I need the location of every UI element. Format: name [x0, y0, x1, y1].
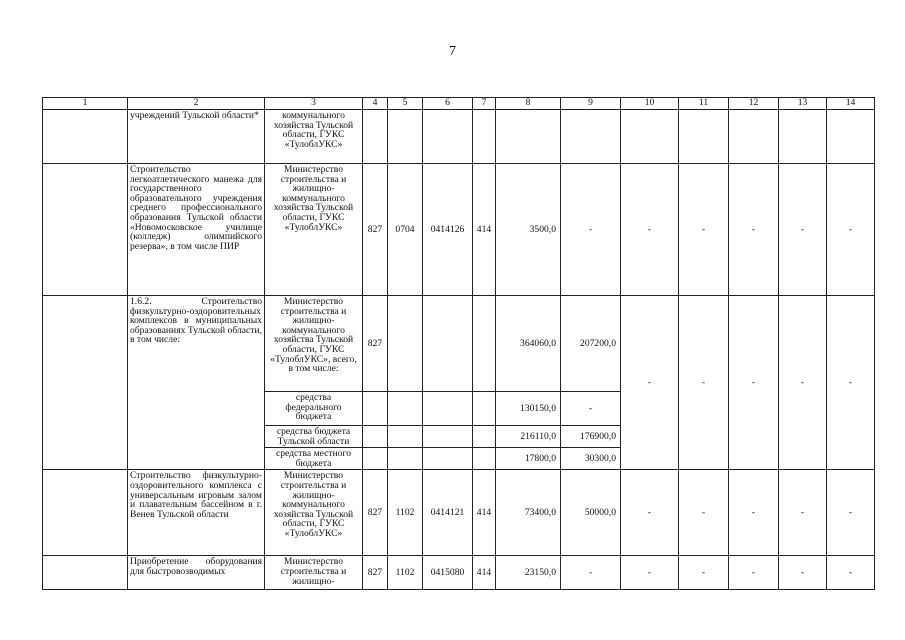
table-cell: -: [621, 164, 679, 296]
table-cell: учреждений Тульской области*: [128, 110, 265, 164]
table-cell: -: [779, 470, 827, 556]
table-cell: 1102: [388, 556, 423, 590]
header-cell: 10: [621, 98, 679, 110]
table-cell: 30300,0: [561, 448, 621, 470]
table-cell: -: [621, 470, 679, 556]
table-cell: 176900,0: [561, 426, 621, 448]
header-cell: 13: [779, 98, 827, 110]
table-cell: -: [779, 296, 827, 470]
budget-table: [42, 97, 875, 590]
table-row: [43, 470, 875, 556]
table-cell: [388, 392, 423, 426]
table-cell: -: [779, 164, 827, 296]
table-cell: 827: [363, 296, 388, 392]
table-cell: Министерство строительства и жилищно-: [265, 556, 363, 590]
table-cell: [423, 110, 473, 164]
header-cell: 8: [496, 98, 561, 110]
table-cell: 827: [363, 164, 388, 296]
table-cell: -: [679, 164, 729, 296]
table-cell: [473, 392, 496, 426]
table-cell: Министерство строительства и жилищно-коммунального хозяйства Тульской области, ГУКС «ТулоблУКС»: [265, 164, 363, 296]
table-cell: 0415080: [423, 556, 473, 590]
page-number: 7: [449, 44, 456, 59]
table-cell: [43, 164, 128, 296]
header-cell: 4: [363, 98, 388, 110]
table-cell: 216110,0: [496, 426, 561, 448]
table-cell: [43, 556, 128, 590]
table-cell: 0414121: [423, 470, 473, 556]
table-cell: [388, 448, 423, 470]
table-cell: [679, 110, 729, 164]
table-cell: [473, 110, 496, 164]
table-cell: Строительство легкоатлетического манежа для государственного образовательного учреждения среднего профессионального образования Тульской области «Новомосковское училище (колледж) олимпийского резерва», в том числе ПИР: [128, 164, 265, 296]
table-cell: Министерство строительства и жилищно-коммунального хозяйства Тульской области, ГУКС «ТулоблУКС»: [265, 470, 363, 556]
table-cell: 17800,0: [496, 448, 561, 470]
table-cell: 414: [473, 470, 496, 556]
table-cell: [473, 426, 496, 448]
table-cell: 23150,0: [496, 556, 561, 590]
table-cell: [729, 110, 779, 164]
table-cell: [496, 110, 561, 164]
table-cell: 827: [363, 556, 388, 590]
table-cell: -: [729, 556, 779, 590]
table-cell: -: [561, 556, 621, 590]
header-cell: 3: [265, 98, 363, 110]
table-cell: -: [679, 556, 729, 590]
table-cell: средства федерального бюджета: [265, 392, 363, 426]
table-cell: 414: [473, 556, 496, 590]
table-cell: [43, 470, 128, 556]
table-cell: 1102: [388, 470, 423, 556]
table-cell: [43, 110, 128, 164]
table-cell: 50000,0: [561, 470, 621, 556]
header-cell: 11: [679, 98, 729, 110]
table-cell: -: [621, 556, 679, 590]
table-cell: [363, 392, 388, 426]
table-cell: -: [729, 470, 779, 556]
table-cell: -: [561, 392, 621, 426]
table-cell: [388, 110, 423, 164]
table-cell: [779, 110, 827, 164]
table-cell: 0414126: [423, 164, 473, 296]
table-cell: -: [827, 296, 875, 470]
table-cell: [561, 110, 621, 164]
table-cell: 1.6.2. Строительство физкультурно-оздоровительных комплексов в муниципальных образованиях Тульской области, в том числе:: [128, 296, 265, 470]
table-cell: -: [729, 296, 779, 470]
header-cell: 9: [561, 98, 621, 110]
table-row: [43, 296, 875, 392]
header-cell: 12: [729, 98, 779, 110]
table-cell: 364060,0: [496, 296, 561, 392]
table-cell: [423, 448, 473, 470]
table-cell: коммунального хозяйства Тульской области, ГУКС «ТулоблУКС»: [265, 110, 363, 164]
header-cell: 1: [43, 98, 128, 110]
table-cell: -: [827, 164, 875, 296]
table-cell: 827: [363, 470, 388, 556]
table-cell: 130150,0: [496, 392, 561, 426]
header-row: [43, 98, 875, 110]
table-cell: [388, 296, 423, 392]
table-cell: 414: [473, 164, 496, 296]
table-cell: [43, 296, 128, 470]
header-cell: 5: [388, 98, 423, 110]
table-cell: Приобретение оборудования для быстровозводимых: [128, 556, 265, 590]
header-cell: 14: [827, 98, 875, 110]
table-cell: [621, 110, 679, 164]
table-cell: [827, 110, 875, 164]
table-cell: -: [729, 164, 779, 296]
table-cell: [473, 296, 496, 392]
table-row: [43, 164, 875, 296]
table-cell: средства бюджета Тульской области: [265, 426, 363, 448]
header-cell: 2: [128, 98, 265, 110]
table-cell: Строительство физкультурно-оздоровительного комплекса с универсальным игровым залом и плавательным бассейном в г. Венев Тульской области: [128, 470, 265, 556]
table-cell: [423, 296, 473, 392]
table-cell: [423, 392, 473, 426]
table-cell: -: [779, 556, 827, 590]
table-cell: средства местного бюджета: [265, 448, 363, 470]
table-cell: -: [679, 470, 729, 556]
table-cell: [363, 448, 388, 470]
table-row: [43, 110, 875, 164]
header-cell: 6: [423, 98, 473, 110]
table-cell: -: [561, 164, 621, 296]
table-cell: [473, 448, 496, 470]
table-cell: [423, 426, 473, 448]
table-cell: 0704: [388, 164, 423, 296]
table-cell: 207200,0: [561, 296, 621, 392]
table-cell: -: [827, 470, 875, 556]
table-cell: 3500,0: [496, 164, 561, 296]
table-row: [43, 556, 875, 590]
table-cell: -: [621, 296, 679, 470]
table-cell: [388, 426, 423, 448]
table-cell: [363, 110, 388, 164]
table-cell: -: [679, 296, 729, 470]
table-cell: 73400,0: [496, 470, 561, 556]
table-cell: [363, 426, 388, 448]
table-cell: -: [827, 556, 875, 590]
table-cell: Министерство строительства и жилищно-коммунального хозяйства Тульской области, ГУКС «ТулоблУКС», всего, в том числе:: [265, 296, 363, 392]
header-cell: 7: [473, 98, 496, 110]
